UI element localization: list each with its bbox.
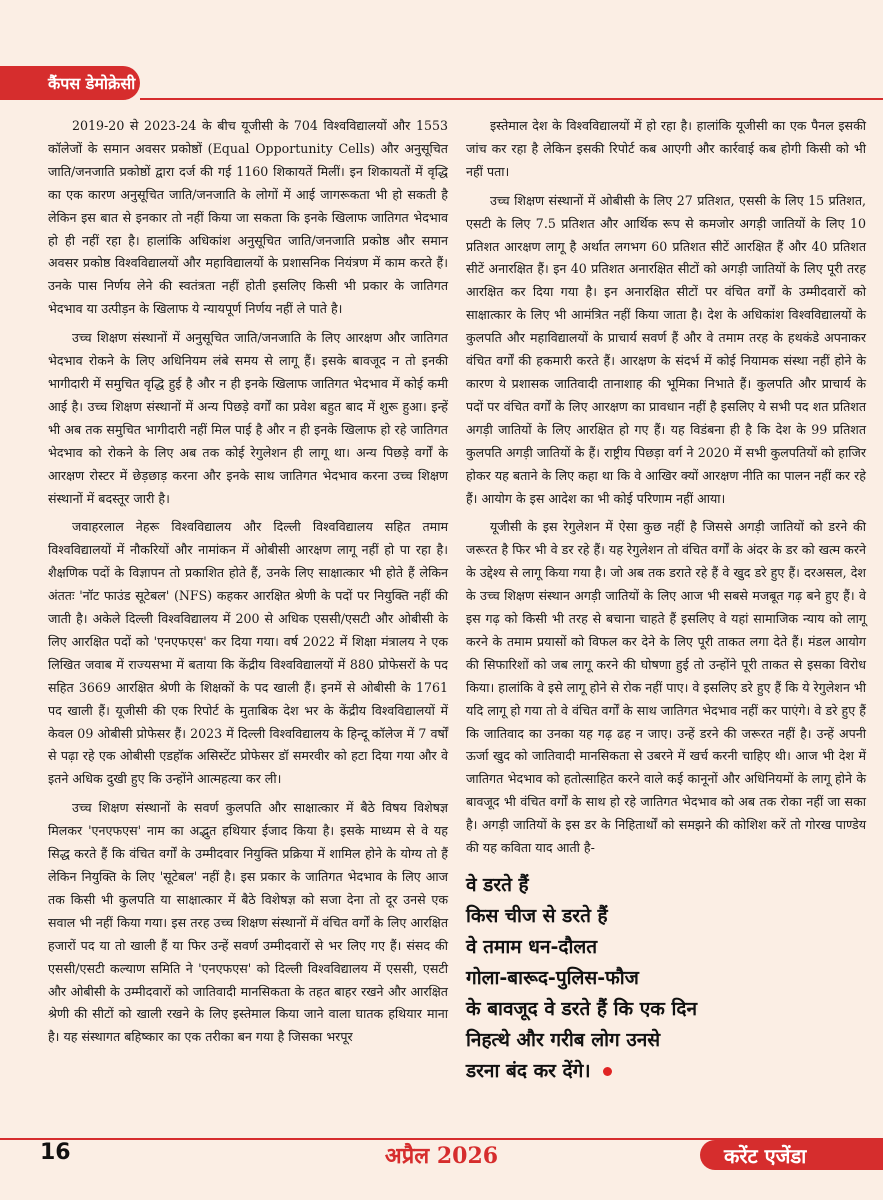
paragraph: जवाहरलाल नेहरू विश्वविद्यालय और दिल्ली विश्वविद्यालय सहित तमाम विश्वविद्यालयों में नौकरियों और नामांकन में ओबीसी आरक्षण लागू नहीं हो पा रहा है। शैक्षणिक पदों के विज्ञापन तो प्रकाशित होते हैं, उनके लिए साक्षात्कार भी होते हैं लेकिन अंततः 'नॉट फाउंड सूटेबल' (NFS) कहकर आरक्षित श्रेणी के पदों पर नियुक्ति नहीं की जाती है। अकेले दिल्ली विश्वविद्यालय में 200 से अधिक एससी/एसटी और ओबीसी के लिए आरक्षित पदों को 'एनएफएस' कर दिया गया। वर्ष 2022 में शिक्षा मंत्रालय ने एक लिखित जवाब में राज्यसभा में बताया कि केंद्रीय विश्वविद्यालयों में 880 प्रोफेसरों के पद सहित 3669 आरक्षित श्रेणी के शिक्षकों के पद खाली हैं। इनमें से ओबीसी के 1761 पद खाली हैं। यूजीसी की एक रिपोर्ट के मुताबिक देश भर के केंद्रीय विश्वविद्यालयों में केवल 09 ओबीसी प्रोफेसर हैं। 2023 में दिल्ली विश्वविद्यालय के हिन्दू कॉलेज में 7 वर्षों से पढ़ा रहे एक ओबीसी एडहॉक असिस्टेंट प्रोफेसर डॉ समरवीर को हटा दिया गया और वे इतने अधिक दुखी हुए कि उन्होंने आत्महत्या कर ली। <box>48 519 448 787</box>
article-column-right <box>466 115 866 1087</box>
article-column-left <box>48 115 448 1055</box>
issue-date: अप्रैल 2026 <box>384 1143 499 1169</box>
paragraph: उच्च शिक्षण संस्थानों में ओबीसी के लिए 27 प्रतिशत, एससी के लिए 15 प्रतिशत, एसटी के लिए 7.5 प्रतिशत और आर्थिक रूप से कमजोर अगड़ी जातियों के लिए 10 प्रतिशत आरक्षण लागू है अर्थात लगभग 60 प्रतिशत सीटें आरक्षित हैं और 40 प्रतिशत सीटें अनारक्षित हैं। इन 40 प्रतिशत अनारक्षित सीटों को अगड़ी जातियों के लिए पूरी तरह आरक्षित कर दिया गया है। इन अनारक्षित सीटों पर वंचित वर्गों के उम्मीदवारों को साक्षात्कार के लिए भी आमंत्रित नहीं किया जाता है। देश के अधिकांश विश्वविद्यालयों के कुलपति और महाविद्यालयों के प्राचार्य सवर्ण हैं और वे तमाम तरह के हथकंडे अपनाकर वंचित वर्गों की हकमारी करते हैं। आरक्षण के संदर्भ में कोई नियामक संस्था नहीं होने के कारण ये प्रशासक जातिवादी तानाशाह की भूमिका निभाते हैं। कुलपति और प्राचार्य के पदों पर वंचित वर्गों के लिए आरक्षण का प्रावधान नहीं है इसलिए ये सभी पद शत प्रतिशत अगड़ी जातियों के लिए आरक्षित हो गए हैं। यह विडंबना ही है कि देश के 99 प्रतिशत कुलपति अगड़ी जातियों के हैं। राष्ट्रीय पिछड़ा वर्ग ने 2020 में सभी कुलपतियों को हाजिर होकर यह बताने के लिए कहा था कि वे आखिर क्यों आरक्षण नीति का पालन नहीं कर रहे हैं। आयोग के इस आदेश का भी कोई परिणाम नहीं आया। <box>466 192 866 506</box>
poem-line: के बावजूद वे डरते हैं कि एक दिन <box>466 998 698 1020</box>
poem-line: वे डरते हैं <box>466 874 529 896</box>
poem-line: निहत्थे और गरीब लोग उनसे <box>466 1029 661 1051</box>
page-number: 16 <box>40 1140 71 1165</box>
paragraph: 2019-20 से 2023-24 के बीच यूजीसी के 704 विश्वविद्यालयों और 1553 कॉलेजों के समान अवसर प्रकोष्ठों (Equal Opportunity Cells) और अनुसूचित जाति/जनजाति प्रकोष्ठों द्वारा दर्ज की गई 1160 शिकायतें मिलीं। इन शिकायतों में वृद्धि का एक कारण अनुसूचित जाति/जनजाति के लोगों में आई जागरूकता भी हो सकती है लेकिन इस बात से इनकार तो नहीं किया जा सकता कि इनके खिलाफ जातिगत भेदभाव हो ही नहीं रहा है। हालांकि अधिकांश अनुसूचित जाति/जनजाति प्रकोष्ठ और समान अवसर प्रकोष्ठ विश्वविद्यालयों और महाविद्यालयों के प्रशासनिक नियंत्रण में काम करते हैं। उनके पास निर्णय लेने की स्वतंत्रता नहीं होती इसलिए किसी भी प्रकार के जातिगत भेदभाव या उत्पीड़न के खिलाफ ये न्यायपूर्ण निर्णय नहीं ले पाते है। <box>48 118 448 317</box>
end-dot-icon <box>603 1067 612 1076</box>
section-label: कैंपस डेमोक्रेसी <box>48 74 136 93</box>
poem-block <box>466 870 866 1087</box>
magazine-brand <box>700 1140 883 1170</box>
paragraph: इस्तेमाल देश के विश्वविद्यालयों में हो रहा है। हालांकि यूजीसी का एक पैनल इसकी जांच कर रहा है लेकिन इसकी रिपोर्ट कब आएगी और कार्रवाई कब होगी किसी को भी नहीं पता। <box>466 118 866 179</box>
paragraph: उच्च शिक्षण संस्थानों में अनुसूचित जाति/जनजाति के लिए आरक्षण और जातिगत भेदभाव रोकने के लिए अधिनियम लंबे समय से लागू हैं। इसके बावजूद न तो इनकी भागीदारी में समुचित वृद्धि हुई है और न ही इनके खिलाफ जातिगत भेदभाव में कोई कमी आई है। उच्च शिक्षण संस्थानों में अन्य पिछड़े वर्गों का प्रवेश बहुत बाद में शुरू हुआ। इन्हें भी अब तक समुचित भागीदारी नहीं मिल पाई है और न ही इनके खिलाफ हो रहे जातिगत भेदभाव को रोकने के लिए अब तक कोई रेगुलेशन ही लागू था। अन्य पिछड़े वर्गों के आरक्षण रोस्टर में छेड़छाड़ करना और इनके साथ जातिगत भेदभाव करना उच्च शिक्षण संस्थानों में बदस्तूर जारी है। <box>48 330 448 506</box>
poem-line: वे तमाम धन-दौलत <box>466 936 598 958</box>
paragraph: उच्च शिक्षण संस्थानों के सवर्ण कुलपति और साक्षात्कार में बैठे विषय विशेषज्ञ मिलकर 'एनएफएस' नाम का अद्भुत हथियार ईजाद किया है। इसके माध्यम से वे यह सिद्ध करते हैं कि वंचित वर्गों के उम्मीदवार नियुक्ति प्रक्रिया में शामिल होने के योग्य तो हैं लेकिन नियुक्ति के लिए 'सूटेबल' नहीं है। इस प्रकार के जातिगत भेदभाव के लिए आज तक किसी भी कुलपति या साक्षात्कार में बैठे विशेषज्ञ को सजा देना तो दूर उनसे एक सवाल भी नहीं किया गया। इस तरह उच्च शिक्षण संस्थानों में वंचित वर्गों के लिए आरक्षित हजारों पद या तो खाली हैं या फिर उन्हें सवर्ण उम्मीदवारों से भर लिए गए हैं। संसद की एससी/एसटी कल्याण समिति ने 'एनएफएस' को दिल्ली विश्वविद्यालय में एससी, एसटी और ओबीसी के उम्मीदवारों को जातिवादी मानसिकता के तहत बाहर रखने और आरक्षित श्रेणी की सीटों को खाली रखने के लिए इस्तेमाल किया जाने वाला घातक हथियार माना है। यह संस्थागत बहिष्कार का एक तरीका बन गया है जिसका भरपूर <box>48 800 448 1045</box>
poem-line: गोला-बारूद-पुलिस-फौज <box>466 967 639 989</box>
poem-line: डरना बंद कर देंगे। <box>466 1060 591 1082</box>
header-rule <box>140 98 883 100</box>
poem-line: किस चीज से डरते हैं <box>466 905 608 927</box>
paragraph: यूजीसी के इस रेगुलेशन में ऐसा कुछ नहीं है जिससे अगड़ी जातियों को डरने की जरूरत है फिर भी वे डर रहे हैं। यह रेगुलेशन तो वंचित वर्गों के अंदर के डर को खत्म करने के उद्देश्य से लागू किया गया है। जो अब तक डराते रहे हैं वे खुद डरे हुए हैं। दरअसल, देश के उच्च शिक्षण संस्थान अगड़ी जातियों के लिए आज भी सबसे मजबूत गढ़ बने हुए हैं। वे इस गढ़ को किसी भी तरह से बचाना चाहते हैं इसलिए वे यहां सामाजिक न्याय को लागू करने के तमाम प्रयासों को विफल कर देने के लिए पूरी ताकत लगा देते हैं। मंडल आयोग की सिफारिशों को जब लागू करने की घोषणा हुई तो उन्होंने पूरी ताकत से इसका विरोध किया। हालांकि वे इसे लागू होने से रोक नहीं पाए। वे इसलिए डरे हुए हैं कि ये रेगुलेशन भी यदि लागू हो गया तो वे वंचित वर्गों के साथ जातिगत भेदभाव नहीं कर पाएंगे। वे डरे हुए हैं कि जातिवाद का उनका यह गढ़ ढह न जाए। उन्हें डरने की जरूरत नहीं है। उन्हें अपनी ऊर्जा खुद को जातिवादी मानसिकता से उबरने में खर्च करनी चाहिए थी। आज भी देश में जातिगत भेदभाव को हतोत्साहित करने वाले कई कानूनों और अधिनियमों के लागू होने के बावजूद भी वंचित वर्गों के साथ हो रहे जातिगत भेदभाव को अब तक रोका नहीं जा सका है। अगड़ी जातियों के इस डर के निहितार्थों को समझने की कोशिश करें तो गोरख पाण्डेय की यह कविता याद आती है- <box>466 519 866 856</box>
brand-label: करेंट एजेंडा <box>724 1144 807 1168</box>
poem-last-line <box>466 1056 866 1087</box>
section-banner <box>0 66 140 100</box>
